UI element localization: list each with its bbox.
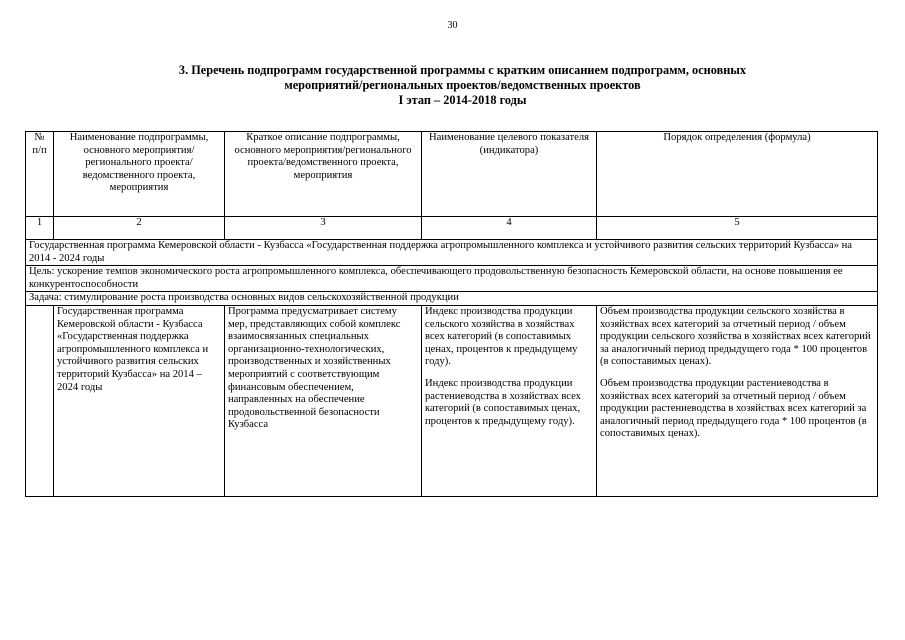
column-number: 5: [597, 217, 878, 240]
row-formula-cell: [597, 305, 878, 496]
header-cell-number: № п/п: [26, 132, 54, 217]
table-row: [26, 305, 878, 496]
formula-paragraph: Объем производства продукции сельского хозяйства в хозяйствах всех категорий за отчетный период / объем продукции сельского хозяйства в хозяйствах всех категорий за аналогичный период предыдущего года * 100 процентов (в сопоставимых ценах).: [600, 305, 871, 368]
task-row: [26, 292, 878, 306]
row-name-cell: Государственная программа Кемеровской области - Кузбасса «Государственная поддержка агропромышленного комплекса и устойчивого развития сельских территорий Кузбасса» на 2014 – 2024 годы: [54, 305, 225, 496]
header-cell-formula: Порядок определения (формула): [597, 132, 878, 217]
row-description-cell: Программа предусматривает систему мер, представляющих собой комплекс взаимосвязанных специальных организационно-технологических, производственных и хозяйственных мероприятий с соответствующим финансовым обеспечением, направленных на обеспечение продовольственной безопасности Кузбасса: [225, 305, 422, 496]
heading-line-3: I этап – 2014-2018 годы: [398, 93, 527, 107]
page-number: 30: [447, 20, 458, 31]
goal-row: [26, 266, 878, 292]
subprograms-table: [25, 131, 878, 497]
header-cell-name: Наименование подпрограммы, основного мероприятия/регионального проекта/ведомственного проекта, мероприятия: [54, 132, 225, 217]
formula-paragraph: Объем производства продукции растениеводства в хозяйствах всех категорий за отчетный период / объем продукции растениеводства в хозяйствах всех категорий за аналогичный период предыдущего года * 100 процентов (в сопоставимых ценах).: [600, 377, 867, 440]
indicator-paragraph: Индекс производства продукции растениеводства в хозяйствах всех категорий (в сопоставимых ценах, процентов к предыдущему году).: [425, 377, 581, 427]
task-cell: Задача: стимулирование роста производства основных видов сельскохозяйственной продукции: [26, 292, 878, 306]
column-number-row: [26, 217, 878, 240]
table-header-row: [26, 132, 878, 217]
header-cell-description: Краткое описание подпрограммы, основного мероприятия/регионального проекта/ведомственного проекта, мероприятия: [225, 132, 422, 217]
program-title-cell: Государственная программа Кемеровской области - Кузбасса «Государственная поддержка агропромышленного комплекса и устойчивого развития сельских территорий Кузбасса» на 2014 - 2024 годы: [26, 240, 878, 266]
column-number: 4: [422, 217, 597, 240]
heading-line-1: 3. Перечень подпрограмм государственной программы с кратким описанием подпрограмм, основных: [178, 63, 747, 77]
column-number: 1: [26, 217, 54, 240]
column-number: 3: [225, 217, 422, 240]
document-heading: [60, 63, 865, 108]
program-row: [26, 240, 878, 266]
goal-cell: Цель: ускорение темпов экономического роста агропромышленного комплекса, обеспечивающего продовольственную безопасность Кемеровской области, на основе повышения ее конкурентоспособности: [26, 266, 878, 292]
column-number: 2: [54, 217, 225, 240]
header-cell-indicator: Наименование целевого показателя (индикатора): [422, 132, 597, 217]
heading-line-2: мероприятий/региональных проектов/ведомственных проектов: [284, 78, 641, 92]
indicator-paragraph: Индекс производства продукции сельского хозяйства в хозяйствах всех категорий (в сопоставимых ценах, процентов к предыдущему году).: [425, 305, 578, 368]
row-number-cell: [26, 305, 54, 496]
row-indicator-cell: [422, 305, 597, 496]
